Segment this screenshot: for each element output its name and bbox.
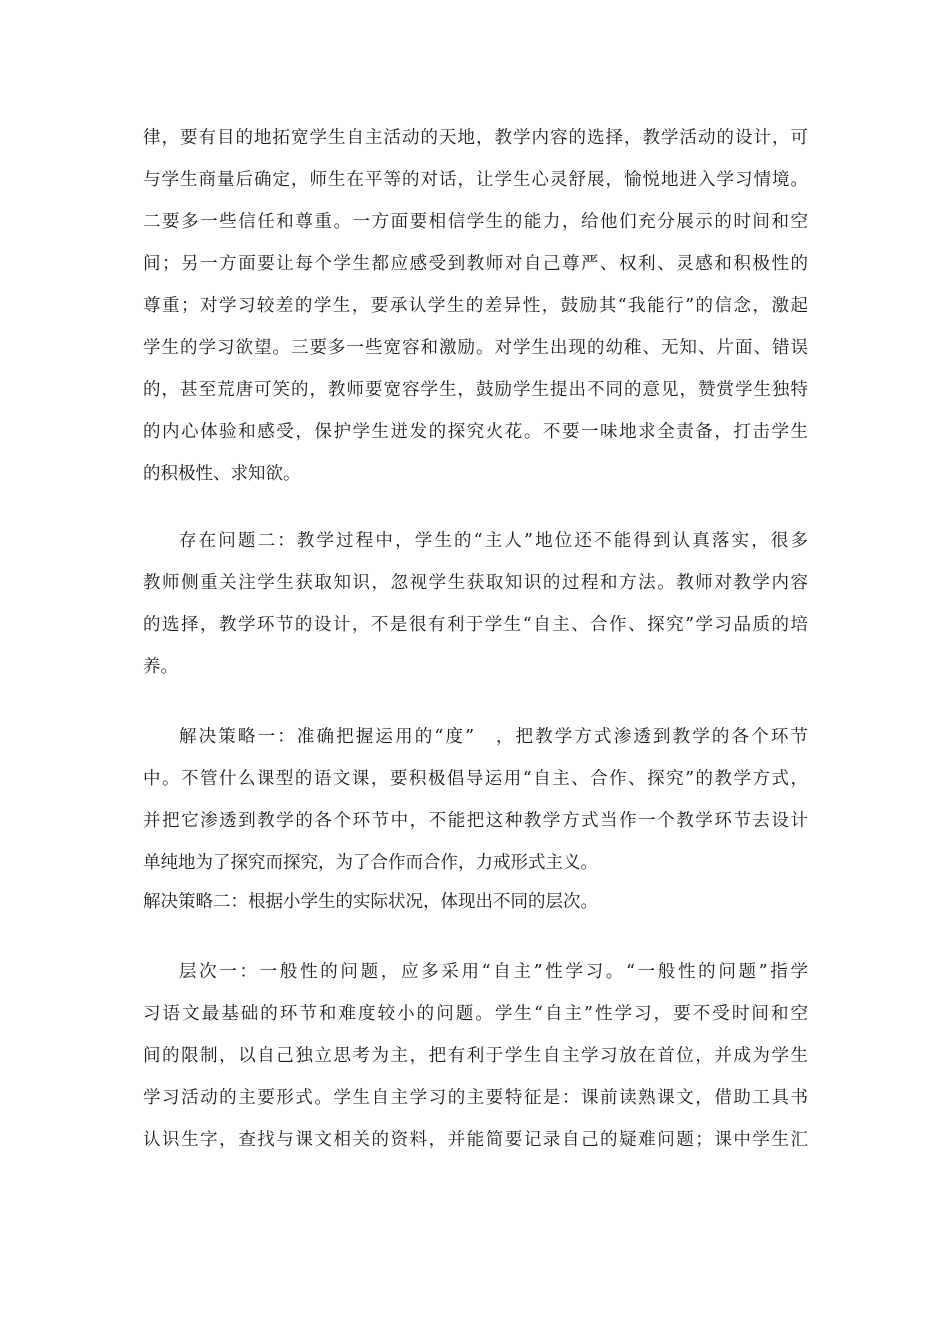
text-line: 解决策略一：准确把握运用的“度” ，把教学方式渗透到教学的各个环节	[179, 727, 808, 747]
text-line: 并把它渗透到教学的各个环节中，不能把这种教学方式当作一个教学环节去设计	[143, 811, 808, 831]
text-line: 单纯地为了探究而探究，为了合作而合作，力戒形式主义。	[143, 853, 598, 873]
text-line: 认识生字，查找与课文相关的资料，并能简要记录自己的疑难问题；课中学生汇	[143, 1130, 808, 1150]
text-line: 律，要有目的地拓宽学生自主活动的天地，教学内容的选择，教学活动的设计，可	[143, 128, 808, 148]
text-line: 中。不管什么课型的语文课，要积极倡导运用“自主、合作、探究”的教学方式，	[143, 769, 808, 789]
text-line: 与学生商量后确定，师生在平等的对话，让学生心灵舒展，愉悦地进入学习情境。	[143, 170, 808, 190]
text-line: 尊重；对学习较差的学生，要承认学生的差异性，鼓励其“我能行”的信念，激起	[143, 296, 808, 316]
text-line: 学生的学习欲望。三要多一些宽容和激励。对学生出现的幼稚、无知、片面、错误	[143, 338, 808, 358]
text-line: 学习活动的主要形式。学生自主学习的主要特征是：课前读熟课文，借助工具书	[143, 1088, 808, 1108]
text-line: 间；另一方面要让每个学生都应感受到教师对自己尊严、权利、灵感和积极性的	[143, 254, 808, 274]
text-line: 的选择，教学环节的设计，不是很有利于学生“自主、合作、探究”学习品质的培	[143, 615, 808, 635]
text-line: 存在问题二：教学过程中，学生的“主人”地位还不能得到认真落实，很多	[179, 531, 808, 551]
text-line: 的，甚至荒唐可笑的，教师要宽容学生，鼓励学生提出不同的意见，赞赏学生独特	[143, 380, 808, 400]
text-line: 教师侧重关注学生获取知识，忽视学生获取知识的过程和方法。教师对教学内容	[143, 573, 808, 593]
text-line: 层次一：一般性的问题，应多采用“自主”性学习。“一般性的问题”指学	[179, 962, 808, 982]
text-line: 的内心体验和感受，保护学生迸发的探究火花。不要一味地求全责备，打击学生	[143, 422, 808, 442]
text-line: 的积极性、求知欲。	[143, 464, 301, 484]
text-line: 习语文最基础的环节和难度较小的问题。学生“自主”性学习，要不受时间和空	[143, 1004, 808, 1024]
text-line: 养。	[143, 657, 178, 677]
text-line: 解决策略二：根据小学生的实际状况，体现出不同的层次。	[143, 892, 598, 912]
text-line: 二要多一些信任和尊重。一方面要相信学生的能力，给他们充分展示的时间和空	[143, 212, 808, 232]
text-line: 间的限制，以自己独立思考为主，把有利于学生自主学习放在首位，并成为学生	[143, 1046, 808, 1066]
